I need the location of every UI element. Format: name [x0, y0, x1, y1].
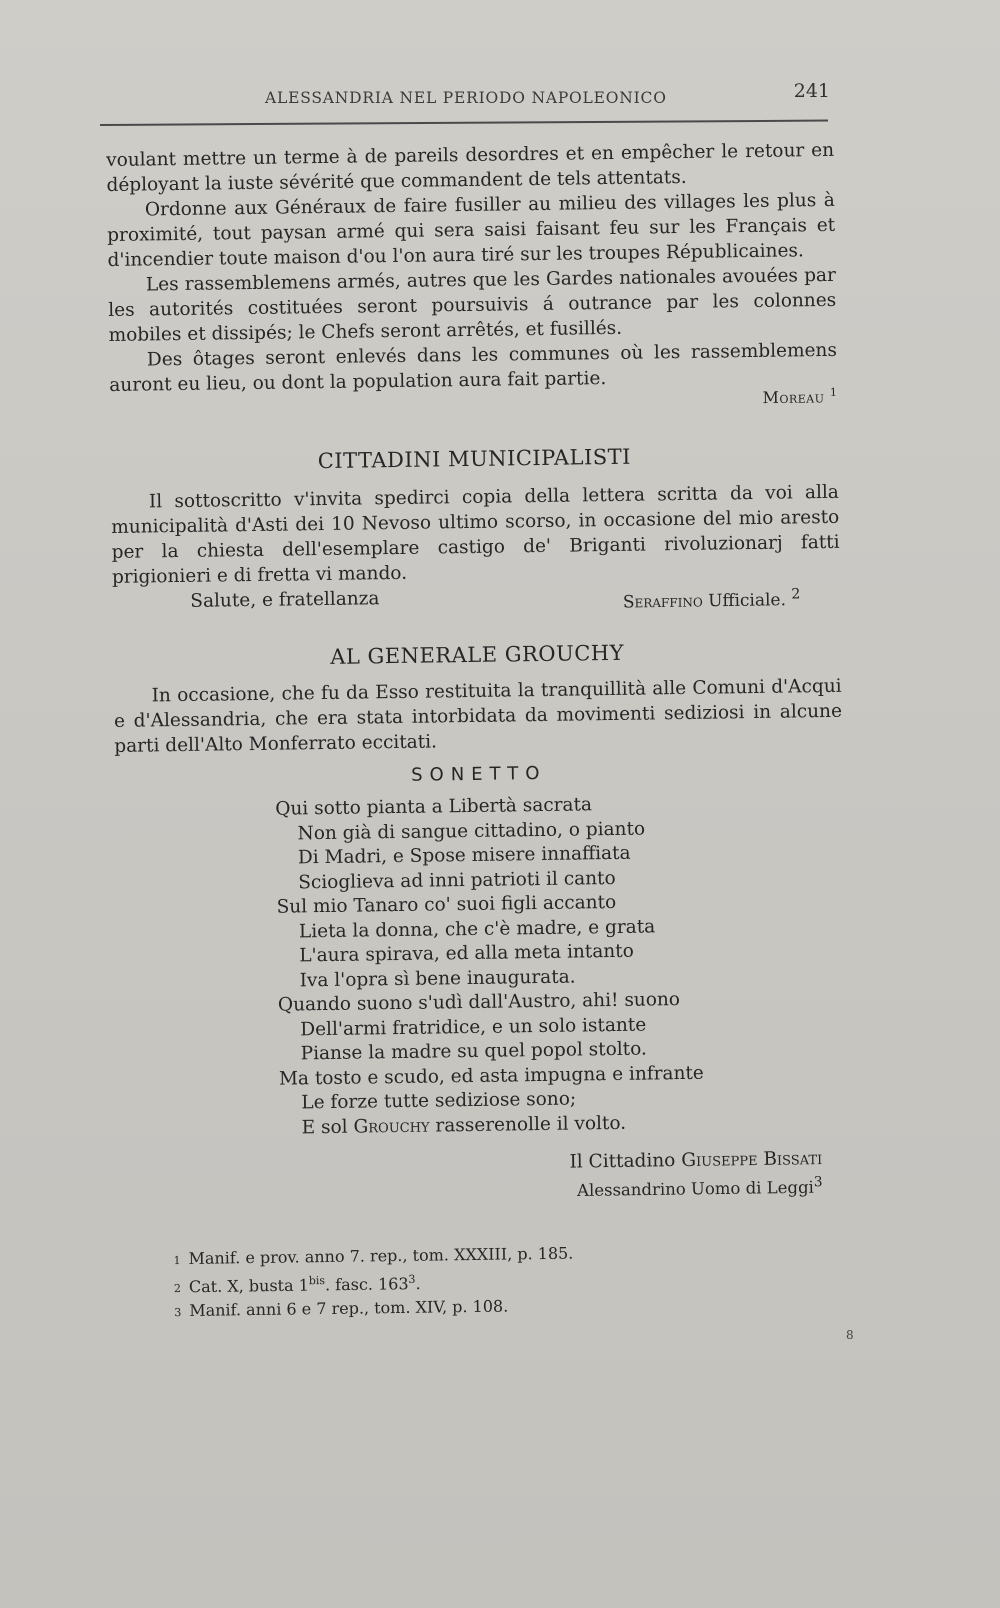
grouchy-paragraph: In occasione, che fu da Esso restituita la tranquillità alle Comuni d'Acqui e d'Alessandria, che era stata intorbidata da movimenti sediziosi in alcune parti dell'Alto Monferrato eccitati.	[113, 676, 843, 758]
moreau-paragraph-1: voulant mettre un terme à de pareils desordres et en empêcher le retour en déployant la iuste sévérité que commandent de tels attentats.	[106, 139, 835, 196]
footnotes	[173, 1239, 850, 1325]
page-number: 241	[793, 80, 830, 102]
footnote-number: 2	[173, 1282, 182, 1296]
poem-line: Le forze tutte sediziose sono;	[301, 1088, 577, 1114]
moreau-paragraph-2: Ordonne aux Généraux de faire fusiller au milieu des villages les plus à proximité, tout paysan armé qui sera saisi faisant feu sur les Français et d'incendier toute maison d'ou l'on aura tiré sur les troupes Républicaines.	[107, 189, 836, 271]
footnote-text: Manif. e prov. anno 7. rep., tom. XXXIII, p. 185.	[188, 1243, 574, 1268]
poem-last-pre: E sol	[301, 1116, 348, 1139]
bissati-prefix: Il Cittadino	[569, 1150, 676, 1173]
poem-line: Sul mio Tanaro co' suoi figli accanto	[276, 892, 617, 919]
poem-line: Di Madri, e Spose misere innaffiata	[297, 843, 631, 869]
heading-cittadini: CITTADINI MUNICIPALISTI	[317, 445, 632, 474]
footnote-ref-1: 1	[829, 385, 838, 399]
footnote-text: Manif. anni 6 e 7 rep., tom. XIV, p. 108.	[189, 1296, 509, 1321]
page-body	[106, 138, 850, 1325]
moreau-paragraph-3: Les rassemblemens armés, autres que les Gardes nationales avouées par les autorités costituées seront poursuivis á outrance par les colonnes mobiles et dissipés; le Chefs seront arrêtés, et fusillés.	[108, 264, 837, 346]
seraffino-title: Ufficiale.	[707, 590, 787, 612]
seraffino-name: Seraffino	[622, 591, 703, 613]
poem-line: Lieta la donna, che c'è madre, e grata	[298, 916, 656, 943]
footnote-number: 3	[174, 1306, 182, 1320]
poem-line: Pianse la madre su quel popol stolto.	[300, 1038, 648, 1065]
poem-line: Qui sotto pianta a Libertà sacrata	[275, 794, 593, 821]
footnote-ref-2: 2	[791, 586, 801, 603]
footnote-ref-3: 3	[813, 1174, 823, 1191]
bissati-signature	[120, 1147, 849, 1209]
footnote-text-pre: Cat. X, busta 1	[188, 1275, 309, 1297]
poem-line: Ma tosto e scudo, ed asta impugna e infrante	[278, 1062, 704, 1090]
poem-line: Iva l'opra sì bene inaugurata.	[299, 966, 576, 992]
poem-line: Non già di sangue cittadino, o pianto	[297, 818, 646, 845]
page-header	[100, 80, 830, 120]
poem-last-name: Grouchy	[353, 1115, 430, 1138]
poem-line: Quando suono s'udì dall'Austro, ahi! suono	[277, 989, 681, 1017]
signature-mark: 8	[846, 1328, 854, 1342]
sonnet-title: SONETTO	[411, 763, 547, 787]
seraffino-signature	[623, 587, 801, 613]
sonnet-poem	[275, 790, 848, 1141]
moreau-signature-name: Moreau	[762, 387, 825, 408]
footnote-sup-bis: bis	[308, 1273, 326, 1288]
bissati-role: Alessandrino Uomo di Leggi	[576, 1178, 814, 1201]
closing-salute: Salute, e fratellanza	[190, 588, 380, 613]
moreau-paragraph-4: Des ôtages seront enlevés dans les communes où les rassemblemens auront eu lieu, ou dont la population aura fait partie.	[109, 339, 838, 396]
bissati-name: Giuseppe Bissati	[681, 1148, 823, 1172]
footnote-number: 1	[173, 1253, 181, 1267]
heading-grouchy: AL GENERALE GROUCHY	[330, 641, 625, 670]
footnote-text-end: .	[415, 1273, 421, 1293]
poem-line: Dell'armi fratridice, e un solo istante	[300, 1014, 647, 1041]
poem-line: Scioglieva ad inni patrioti il canto	[298, 867, 616, 894]
header-rule	[100, 120, 828, 126]
running-title: ALESSANDRIA NEL PERIODO NAPOLEONICO	[265, 89, 667, 107]
poem-last-post: rasserenolle il volto.	[435, 1112, 627, 1137]
poem-line: L'aura spirava, ed alla meta intanto	[299, 941, 634, 967]
footnote-text-post: . fasc. 163	[324, 1274, 409, 1295]
cittadini-paragraph: Il sottoscritto v'invita spedirci copia della lettera scritta da voi alla municipalità d'Asti dei 10 Nevoso ultimo scorso, in occasione del mio aresto per la chiesta dell'esemplare castigo de' Briganti rivoluzionarj fatti prigionieri e di fretta vi mando.	[111, 482, 840, 589]
footnote-sup-3: 3	[408, 1272, 416, 1286]
